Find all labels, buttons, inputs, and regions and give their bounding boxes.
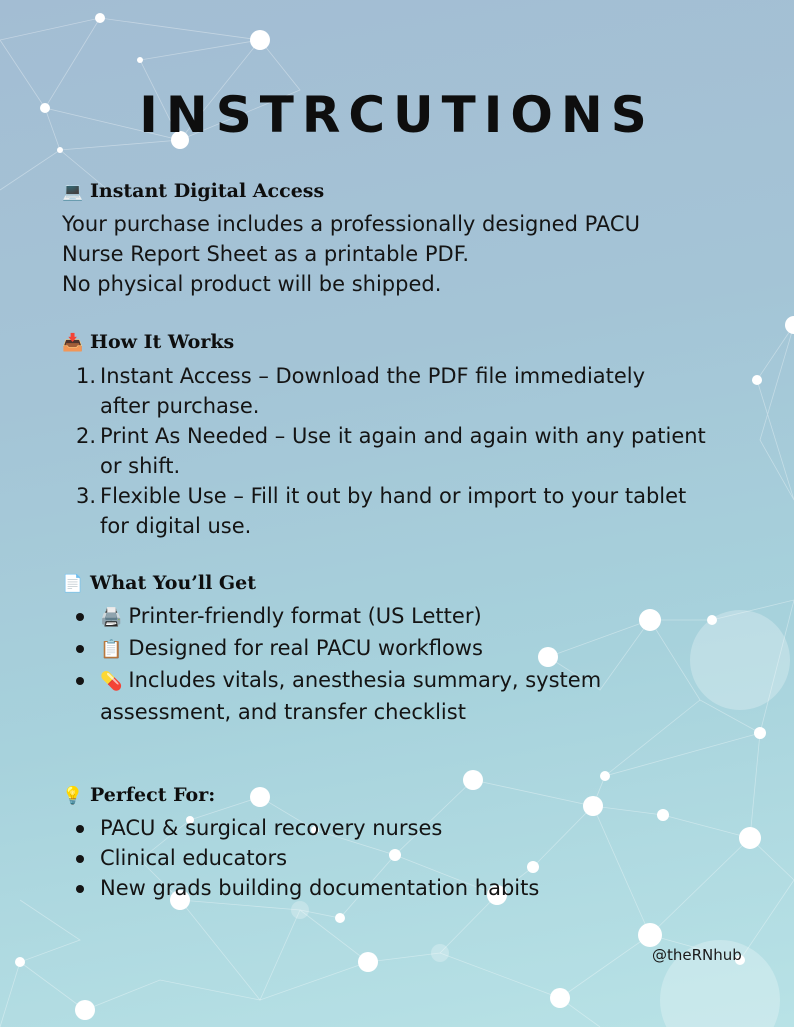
item-text: Instant Access – Download the PDF file immediately <box>100 364 646 388</box>
item-text: for digital use. <box>100 514 252 538</box>
list-item <box>62 843 539 873</box>
author-handle: @theRNhub <box>652 946 742 964</box>
section-title: What You’ll Get <box>90 572 257 594</box>
section-heading-access <box>62 180 324 202</box>
paragraph-line: Your purchase includes a professionally designed PACU <box>62 212 640 236</box>
item-text: Printer-friendly format (US Letter) <box>128 604 482 628</box>
item-text: Print As Needed – Use it again and again with any patient <box>100 424 706 448</box>
item-number: 2. <box>76 424 97 448</box>
item-text: PACU & surgical recovery nurses <box>100 816 443 840</box>
list-item <box>62 813 539 843</box>
bullet-icon <box>76 825 84 833</box>
item-text: Flexible Use – Fill it out by hand or import to your tablet <box>100 484 687 508</box>
item-text: assessment, and transfer checklist <box>100 700 466 724</box>
section-heading-get <box>62 572 256 594</box>
printer-icon: 🖨️ <box>100 607 123 628</box>
list-item <box>62 665 601 727</box>
paragraph-line: Nurse Report Sheet as a printable PDF. <box>62 242 470 266</box>
item-text: New grads building documentation habits <box>100 876 540 900</box>
item-text: or shift. <box>100 454 181 478</box>
item-text: after purchase. <box>100 394 260 418</box>
pill-icon: 💊 <box>100 671 123 692</box>
item-text: Designed for real PACU workflows <box>128 636 483 660</box>
list-item <box>62 873 539 903</box>
light-bulb-icon: 💡 <box>62 786 84 806</box>
section-heading-how <box>62 331 234 353</box>
what-you-get-list <box>62 601 601 727</box>
section-title: Instant Digital Access <box>90 180 325 202</box>
bullet-icon <box>76 613 84 621</box>
inbox-tray-icon: 📥 <box>62 333 84 353</box>
section-title: How It Works <box>90 331 235 353</box>
bullet-icon <box>76 885 84 893</box>
page-document-icon: 📄 <box>62 574 84 594</box>
page-title: INSTRCUTIONS <box>139 86 655 144</box>
perfect-for-list <box>62 813 539 903</box>
item-number: 1. <box>76 364 97 388</box>
item-text: Clinical educators <box>100 846 288 870</box>
list-item <box>62 601 601 633</box>
clipboard-icon: 📋 <box>100 639 123 660</box>
section-title: Perfect For: <box>90 784 216 806</box>
item-number: 3. <box>76 484 97 508</box>
laptop-icon: 💻 <box>62 182 84 202</box>
bullet-icon <box>76 645 84 653</box>
bullet-icon <box>76 677 84 685</box>
section-heading-perfect <box>62 784 215 806</box>
how-it-works-list <box>62 361 706 541</box>
item-text: Includes vitals, anesthesia summary, system <box>128 668 602 692</box>
bullet-icon <box>76 855 84 863</box>
list-item <box>62 481 706 541</box>
list-item <box>62 361 706 421</box>
list-item <box>62 633 601 665</box>
paragraph-line: No physical product will be shipped. <box>62 272 442 296</box>
list-item <box>62 421 706 481</box>
access-paragraph <box>62 209 640 299</box>
